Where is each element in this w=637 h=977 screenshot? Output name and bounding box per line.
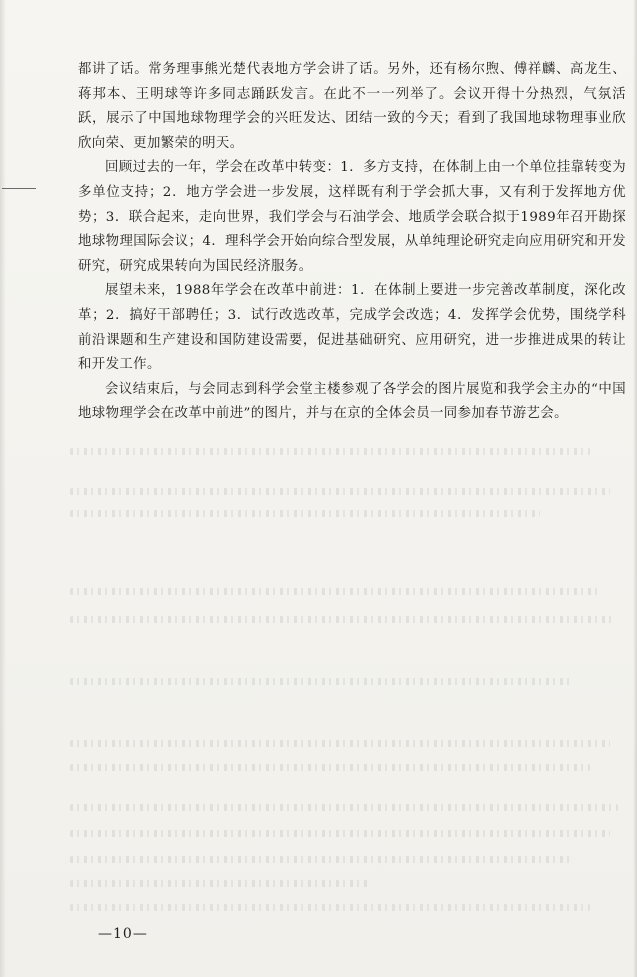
paragraph-outlook-1988: 展望未来，1988年学会在改革中前进：1．在体制上要进一步完善改革制度，深化改革；2．搞好干部聘任；3．试行改选改革，完成学会改选；4．发挥学会优势，围绕学科前沿课题和生产建设和国防建设需要，促进基础研究、应用研究，进一步推进成果的转让和开发工作。: [78, 283, 626, 373]
paragraph-speeches: 都讲了话。常务理事熊光楚代表地方学会讲了话。另外，还有杨尔煦、傅祥麟、高龙生、蒋邦本、王明球等许多同志踊跃发言。在此不一一列举了。会议开得十分热烈，气氛活跃，展示了中国地球物理学会的兴旺发达、团结一致的今天；看到了我国地球物理事业欣欣向荣、更加繁荣的明天。: [78, 62, 626, 151]
scan-shadow-left: [0, 0, 6, 977]
page-number: —10—: [98, 926, 148, 942]
margin-pencil-mark: [2, 188, 36, 189]
paragraph-after-meeting: 会议结束后，与会同志到科学会堂主楼参观了各学会的图片展览和我学会主办的“中国地球物理学会在改革中前进”的图片，并与在京的全体会员一同参加春节游艺会。: [78, 381, 626, 422]
reverse-side-bleed-through: [70, 448, 630, 918]
scan-shadow-right: [633, 0, 637, 977]
body-text: [78, 58, 626, 427]
paragraph-review-past-year: 回顾过去的一年，学会在改革中转变：1．多方支持，在体制上由一个单位挂靠转变为多单位支持；2．地方学会进一步发展，这样既有利于学会抓大事，又有利于发挥地方优势；3．联合起来，走向世界，我们学会与石油学会、地质学会联合拟于1989年召开勘探地球物理国际会议；4．理科学会开始向综合型发展，从单纯理论研究走向应用研究和开发研究，研究成果转向为国民经济服务。: [78, 160, 626, 274]
